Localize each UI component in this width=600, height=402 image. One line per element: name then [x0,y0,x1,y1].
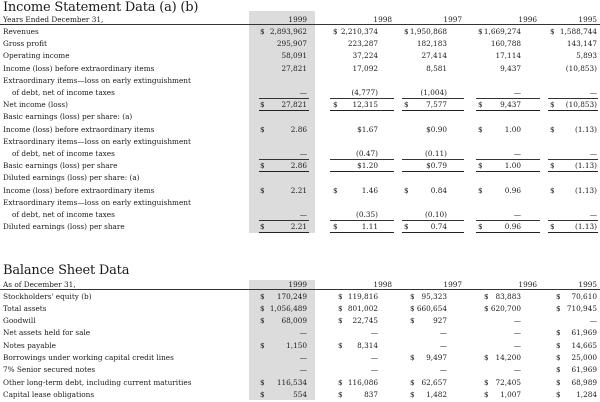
value-cell: — [299,210,307,219]
value-cell: — [513,210,521,219]
year-header: 1997 [443,280,462,289]
value-cell: 2,210,374 [340,27,378,36]
row-label: Income (loss) before extraordinary items [3,185,155,195]
value-cell: 2.86 [290,124,307,134]
currency-symbol: $ [410,316,415,326]
value-cell: 1.11 [361,222,378,232]
currency-symbol: $ [556,377,561,387]
value-cell: 27,414 [421,51,447,61]
value-cell: $0.90 [426,124,447,134]
row-label: Other long-term debt, including current maturities [3,377,192,387]
value-cell: 14,200 [495,353,521,362]
currency-symbol: $ [478,161,483,171]
income-statement-title: Income Statement Data (a) (b) [3,0,199,15]
value-cell: — [299,353,307,362]
value-cell: — [439,365,447,375]
value-cell: 1,056,489 [269,303,307,313]
currency-symbol: $ [556,365,561,375]
value-cell: (0.11) [425,149,447,158]
value-cell: 2.86 [290,161,307,171]
value-cell: 62,657 [421,377,447,387]
table-row [0,160,600,171]
row-label: Capital lease obligations [3,389,95,399]
balance-sheet-title: Balance Sheet Data [3,263,130,278]
value-cell: — [513,316,521,326]
value-cell: 143,147 [566,39,597,49]
currency-symbol: $ [478,27,483,36]
currency-symbol: $ [484,353,489,362]
currency-symbol: $ [260,303,265,313]
currency-symbol: $ [338,316,343,326]
value-cell: 83,883 [495,291,521,301]
value-cell: — [513,149,521,158]
value-cell: — [299,149,307,158]
value-cell: (10,853) [565,63,597,73]
total-underline [259,232,309,233]
value-cell: — [589,210,597,219]
value-cell: 223,287 [347,39,378,49]
currency-symbol: $ [550,124,555,134]
row-label: Basic earnings (loss) per share: (a) [3,112,133,122]
table-row [0,172,600,183]
value-cell: — [513,88,521,97]
currency-symbol: $ [556,328,561,338]
value-cell: (1.13) [575,222,597,232]
currency-symbol: $ [260,316,265,326]
year-header: 1999 [288,15,307,24]
value-cell: 710,945 [566,303,597,313]
table-row [0,389,600,400]
table-row [0,315,600,326]
table-row [0,99,600,110]
row-label: Extraordinary items—loss on early extinguishment [3,136,191,146]
value-cell: (1.13) [575,161,597,171]
year-header: 1996 [518,280,537,289]
currency-symbol: $ [333,222,338,232]
value-cell: 9,437 [500,63,521,73]
value-cell: 58,091 [281,51,307,61]
value-cell: 9,437 [500,100,521,110]
currency-symbol: $ [404,185,409,195]
balance-header-row [0,279,600,290]
value-cell: 116,086 [347,377,378,387]
value-cell: 8,581 [426,63,447,73]
value-cell: 12,315 [352,100,378,110]
value-cell: 70,610 [571,291,597,301]
value-cell: (0.35) [356,210,378,219]
row-label: Income (loss) before extraordinary items [3,63,155,73]
value-cell: — [370,353,378,362]
value-cell: — [299,365,307,375]
row-label: Extraordinary items—loss on early extinguishment [3,197,191,207]
year-header: 1995 [578,15,597,24]
value-cell: — [513,328,521,338]
value-cell: 22,745 [352,316,378,326]
value-cell: — [589,88,597,97]
row-label: 7% Senior secured notes [3,365,96,375]
table-row [0,291,600,302]
row-label: Net income (loss) [3,100,68,110]
currency-symbol: $ [260,291,265,301]
table-row [0,185,600,196]
value-cell: 72,405 [495,377,521,387]
table-row [0,148,600,159]
row-label: Notes payable [3,340,56,350]
table-row [0,124,600,135]
row-label: of debt, net of income taxes [12,88,115,97]
total-underline [476,232,540,233]
currency-symbol: $ [484,377,489,387]
value-cell: 2,893,962 [269,27,307,36]
value-cell: 0.74 [430,222,447,232]
value-cell: $1.67 [357,124,378,134]
currency-symbol: $ [556,291,561,301]
table-row [0,340,600,351]
value-cell: 1,950,868 [409,27,447,36]
value-cell: 8,314 [357,340,378,350]
table-row [0,377,600,388]
value-cell: 17,092 [352,63,378,73]
currency-symbol: $ [550,100,555,110]
row-label: Goodwill [3,316,36,326]
currency-symbol: $ [260,185,265,195]
currency-symbol: $ [333,100,338,110]
row-label: of debt, net of income taxes [12,149,115,158]
total-underline [548,232,598,233]
currency-symbol: $ [338,303,343,313]
value-cell: 17,114 [495,51,521,61]
currency-symbol: $ [260,124,265,134]
currency-symbol: $ [260,389,265,399]
row-label: Stockholders' equity (b) [3,291,92,301]
table-row [0,197,600,208]
value-cell: 620,700 [490,303,521,313]
currency-symbol: $ [484,389,489,399]
value-cell: 1,007 [500,389,521,399]
row-label: Operating income [3,51,70,61]
value-cell: 0.84 [430,185,447,195]
value-cell: 68,989 [571,377,597,387]
currency-symbol: $ [484,291,489,301]
value-cell: — [589,316,597,326]
currency-symbol: $ [478,185,483,195]
currency-symbol: $ [550,222,555,232]
table-row [0,111,600,122]
currency-symbol: $ [260,340,265,350]
total-underline [330,232,394,233]
value-cell: — [589,149,597,158]
value-cell: $1.20 [357,161,378,171]
value-cell: — [299,328,307,338]
value-cell: 116,534 [276,377,307,387]
value-cell: 554 [293,389,307,399]
row-label: Revenues [3,27,39,36]
value-cell: (0.47) [356,149,378,158]
year-header: 1995 [578,280,597,289]
row-label: Diluted earnings (loss) per share [3,222,125,232]
value-cell: — [439,328,447,338]
value-cell: — [370,365,378,375]
currency-symbol: $ [410,389,415,399]
row-label: Diluted earnings (loss) per share: (a) [3,173,140,183]
value-cell: — [299,88,307,97]
value-cell: 68,009 [281,316,307,326]
value-cell: 2.21 [290,222,307,232]
currency-symbol: $ [404,27,409,36]
value-cell: 7,577 [426,100,447,110]
value-cell: 1,588,744 [559,27,597,36]
currency-symbol: $ [333,185,338,195]
currency-symbol: $ [404,100,409,110]
currency-symbol: $ [478,100,483,110]
value-cell: 25,000 [571,353,597,362]
value-cell: 837 [364,389,378,399]
value-cell: 119,816 [347,291,378,301]
row-label: Net assets held for sale [3,328,91,338]
currency-symbol: $ [410,303,415,313]
value-cell: 160,788 [490,39,521,49]
currency-symbol: $ [333,27,338,36]
value-cell: (10,853) [565,100,597,110]
currency-symbol: $ [338,291,343,301]
value-cell: 1,669,274 [483,27,521,36]
currency-symbol: $ [338,377,343,387]
currency-symbol: $ [260,161,265,171]
currency-symbol: $ [484,303,489,313]
currency-symbol: $ [260,222,265,232]
value-cell: (1.13) [575,185,597,195]
table-row [0,136,600,147]
value-cell: 1.46 [361,185,378,195]
currency-symbol: $ [404,222,409,232]
table-row [0,50,600,61]
currency-symbol: $ [260,27,265,36]
table-row [0,63,600,74]
value-cell: 0.96 [504,185,521,195]
currency-symbol: $ [556,303,561,313]
table-row [0,209,600,220]
value-cell: 27,821 [281,63,307,73]
year-header: 1996 [518,15,537,24]
value-cell: (4,777) [351,88,378,97]
value-cell: 1,284 [576,389,597,399]
currency-symbol: $ [478,124,483,134]
currency-symbol: $ [550,27,555,36]
table-row [0,352,600,363]
value-cell: 0.96 [504,222,521,232]
table-row [0,26,600,37]
table-row [0,38,600,49]
value-cell: 27,821 [281,100,307,110]
table-row [0,364,600,375]
value-cell: 1,482 [426,389,447,399]
value-cell: — [439,340,447,350]
value-cell: — [370,328,378,338]
row-label: Gross profit [3,39,47,49]
value-cell: — [513,365,521,375]
value-cell: 61,969 [571,365,597,375]
value-cell: 801,002 [347,303,378,313]
header-underline [0,24,600,25]
value-cell: (1,004) [420,88,447,97]
currency-symbol: $ [556,389,561,399]
value-cell: (0.10) [425,210,447,219]
currency-symbol: $ [260,377,265,387]
currency-symbol: $ [338,389,343,399]
value-cell: 5,893 [576,51,597,61]
value-cell: 1.00 [504,161,521,171]
table-row [0,75,600,86]
value-cell: $0.79 [426,161,447,171]
row-label: of debt, net of income taxes [12,210,115,219]
income-header-row [0,14,600,25]
total-underline [402,232,464,233]
value-cell: 927 [433,316,447,326]
row-label: Extraordinary items—loss on early extinguishment [3,75,191,85]
row-label: Borrowings under working capital credit lines [3,353,174,362]
value-cell: 2.21 [290,185,307,195]
row-label: Income (loss) before extraordinary items [3,124,155,134]
currency-symbol: $ [338,340,343,350]
value-cell: — [513,340,521,350]
currency-symbol: $ [556,340,561,350]
row-label: Basic earnings (loss) per share [3,161,118,171]
table-row [0,221,600,232]
value-cell: (1.13) [575,124,597,134]
value-cell: 1,150 [286,340,307,350]
table-row [0,87,600,98]
header-label: As of December 31, [3,280,76,289]
header-label: Years Ended December 31, [3,15,104,24]
value-cell: 295,907 [276,39,307,49]
value-cell: 660,654 [416,303,447,313]
currency-symbol: $ [410,353,415,362]
table-row [0,303,600,314]
currency-symbol: $ [260,100,265,110]
currency-symbol: $ [410,377,415,387]
year-header: 1998 [373,15,392,24]
value-cell: 182,183 [416,39,447,49]
value-cell: 170,249 [276,291,307,301]
currency-symbol: $ [550,161,555,171]
value-cell: 14,665 [571,340,597,350]
value-cell: 61,969 [571,328,597,338]
currency-symbol: $ [556,353,561,362]
value-cell: 1.00 [504,124,521,134]
value-cell: 37,224 [352,51,378,61]
year-header: 1997 [443,15,462,24]
year-header: 1999 [288,280,307,289]
currency-symbol: $ [478,222,483,232]
value-cell: 95,323 [421,291,447,301]
currency-symbol: $ [550,185,555,195]
year-header: 1998 [373,280,392,289]
row-label: Total assets [3,303,47,313]
currency-symbol: $ [410,291,415,301]
table-row [0,327,600,338]
value-cell: 9,497 [426,353,447,362]
